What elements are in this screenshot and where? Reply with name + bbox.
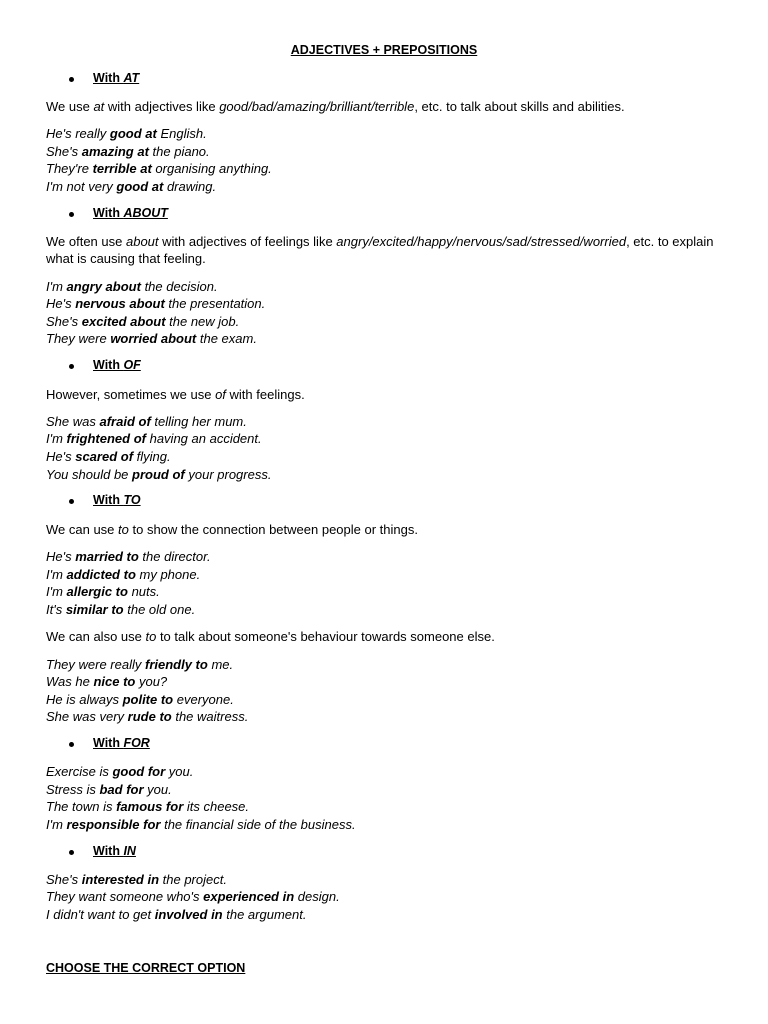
example-line: She's interested in the project. (46, 872, 227, 887)
example-line: I'm responsible for the financial side of the business. (46, 817, 356, 832)
bullet-icon (69, 212, 74, 217)
page-title: ADJECTIVES + PREPOSITIONS (290, 43, 478, 57)
example-line: They were worried about the exam. (46, 331, 257, 346)
example-line: You should be proud of your progress. (46, 467, 272, 482)
exercise-heading: CHOOSE THE CORRECT OPTION (46, 961, 246, 975)
paragraph-to-behaviour: We can also use to to talk about someone's behaviour towards someone else. (46, 629, 495, 644)
example-line: They want someone who's experienced in design. (46, 889, 340, 904)
heading-with-of: With OF (93, 358, 141, 372)
example-line: It's similar to the old one. (46, 602, 196, 617)
example-line: He's really good at English. (46, 126, 207, 141)
example-line: The town is famous for its cheese. (46, 799, 250, 814)
example-line: She's amazing at the piano. (46, 144, 210, 159)
paragraph-about: We often use about with adjectives of feelings like angry/excited/happy/nervous/sad/stressed/worried, etc. to explain what is causing that feeling. (46, 234, 714, 266)
bullet-icon (69, 850, 74, 855)
example-line: I didn't want to get involved in the argument. (46, 907, 307, 922)
bullet-icon (69, 499, 74, 504)
example-line: They're terrible at organising anything. (46, 161, 272, 176)
paragraph-at: We use at with adjectives like good/bad/amazing/brilliant/terrible, etc. to talk about skills and abilities. (46, 99, 625, 114)
bullet-icon (69, 77, 74, 82)
heading-with-about: With ABOUT (93, 206, 168, 220)
example-line: Exercise is good for you. (46, 764, 194, 779)
example-line: She's excited about the new job. (46, 314, 240, 329)
heading-with-at: With AT (93, 71, 139, 85)
paragraph-to: We can use to to show the connection between people or things. (46, 522, 418, 537)
example-line: He is always polite to everyone. (46, 692, 234, 707)
example-line: She was afraid of telling her mum. (46, 414, 247, 429)
bullet-icon (69, 364, 74, 369)
example-line: Was he nice to you? (46, 674, 168, 689)
example-line: He's nervous about the presentation. (46, 296, 266, 311)
example-line: He's married to the director. (46, 549, 211, 564)
example-line: I'm not very good at drawing. (46, 179, 217, 194)
example-line: I'm addicted to my phone. (46, 567, 201, 582)
heading-with-to: With TO (93, 493, 141, 507)
example-line: He's scared of flying. (46, 449, 171, 464)
example-line: I'm frightened of having an accident. (46, 431, 262, 446)
heading-with-for: With FOR (93, 736, 150, 750)
bullet-icon (69, 742, 74, 747)
paragraph-of: However, sometimes we use of with feelings. (46, 387, 305, 402)
example-line: I'm allergic to nuts. (46, 584, 160, 599)
example-line: She was very rude to the waitress. (46, 709, 249, 724)
heading-with-in: With IN (93, 844, 136, 858)
example-line: Stress is bad for you. (46, 782, 172, 797)
example-line: I'm angry about the decision. (46, 279, 218, 294)
example-line: They were really friendly to me. (46, 657, 234, 672)
